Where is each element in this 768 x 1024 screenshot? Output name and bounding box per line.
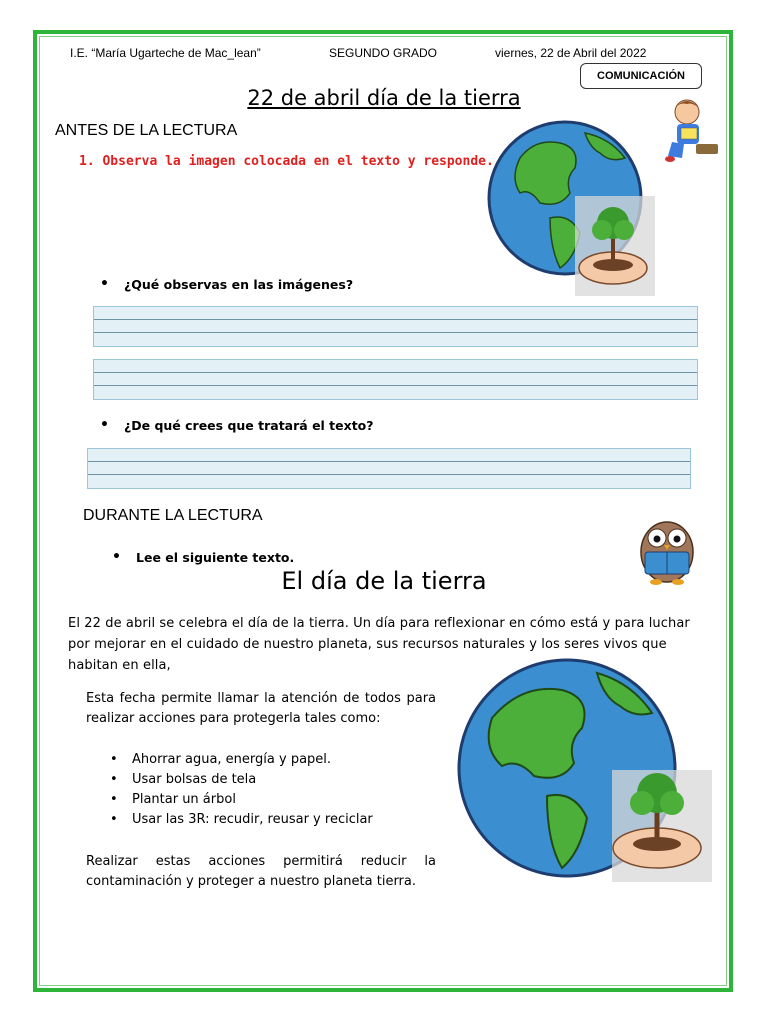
reading-intro: El 22 de abril se celebra el día de la tierra. Un día para reflexionar en cómo está y para luchar por mejorar en el cuidado de nuestro planeta, sus recursos naturales y los seres vivos que habitan en ella, <box>68 616 690 673</box>
answer-lines-1[interactable] <box>93 306 698 347</box>
reading-paragraph-2: Realizar estas acciones permitirá reducir la contaminación y proteger a nuestro planeta tierra. <box>86 854 436 889</box>
answer-lines-2[interactable] <box>93 359 698 400</box>
reading-paragraph-1: Esta fecha permite llamar la atención de todos para realizar acciones para protegerla tales como: <box>86 691 436 726</box>
list-item: • Usar las 3R: recudir, reusar y reciclar <box>110 810 373 830</box>
date-label: viernes, 22 de Abril del 2022 <box>495 46 647 60</box>
question-observe: • ¿Qué observas en las imágenes? <box>124 277 353 292</box>
actions-list <box>110 750 373 830</box>
question-predict: • ¿De qué crees que tratará el texto? <box>124 418 374 433</box>
list-item: • Ahorrar agua, energía y papel. <box>110 750 373 770</box>
during-reading-heading: DURANTE LA LECTURA <box>83 507 263 524</box>
list-item: • Usar bolsas de tela <box>110 770 373 790</box>
earth-plant-illustration <box>480 118 670 303</box>
list-item: • Plantar un árbol <box>110 790 373 810</box>
page-title: 22 de abril día de la tierra <box>247 86 521 110</box>
before-reading-heading: ANTES DE LA LECTURA <box>55 122 238 139</box>
reading-title: El día de la tierra <box>281 567 487 595</box>
child-reading-icon <box>662 96 722 166</box>
earth-plant-illustration-large <box>452 658 720 893</box>
instruction-observe: 1. Observa la imagen colocada en el texto y responde. <box>79 154 494 169</box>
instruction-read: • Lee el siguiente texto. <box>136 550 294 565</box>
school-name: I.E. “María Ugarteche de Mac_lean” <box>70 46 261 60</box>
subject-badge: COMUNICACIÓN <box>580 63 702 89</box>
grade-label: SEGUNDO GRADO <box>329 46 438 60</box>
answer-lines-3[interactable] <box>87 448 691 489</box>
